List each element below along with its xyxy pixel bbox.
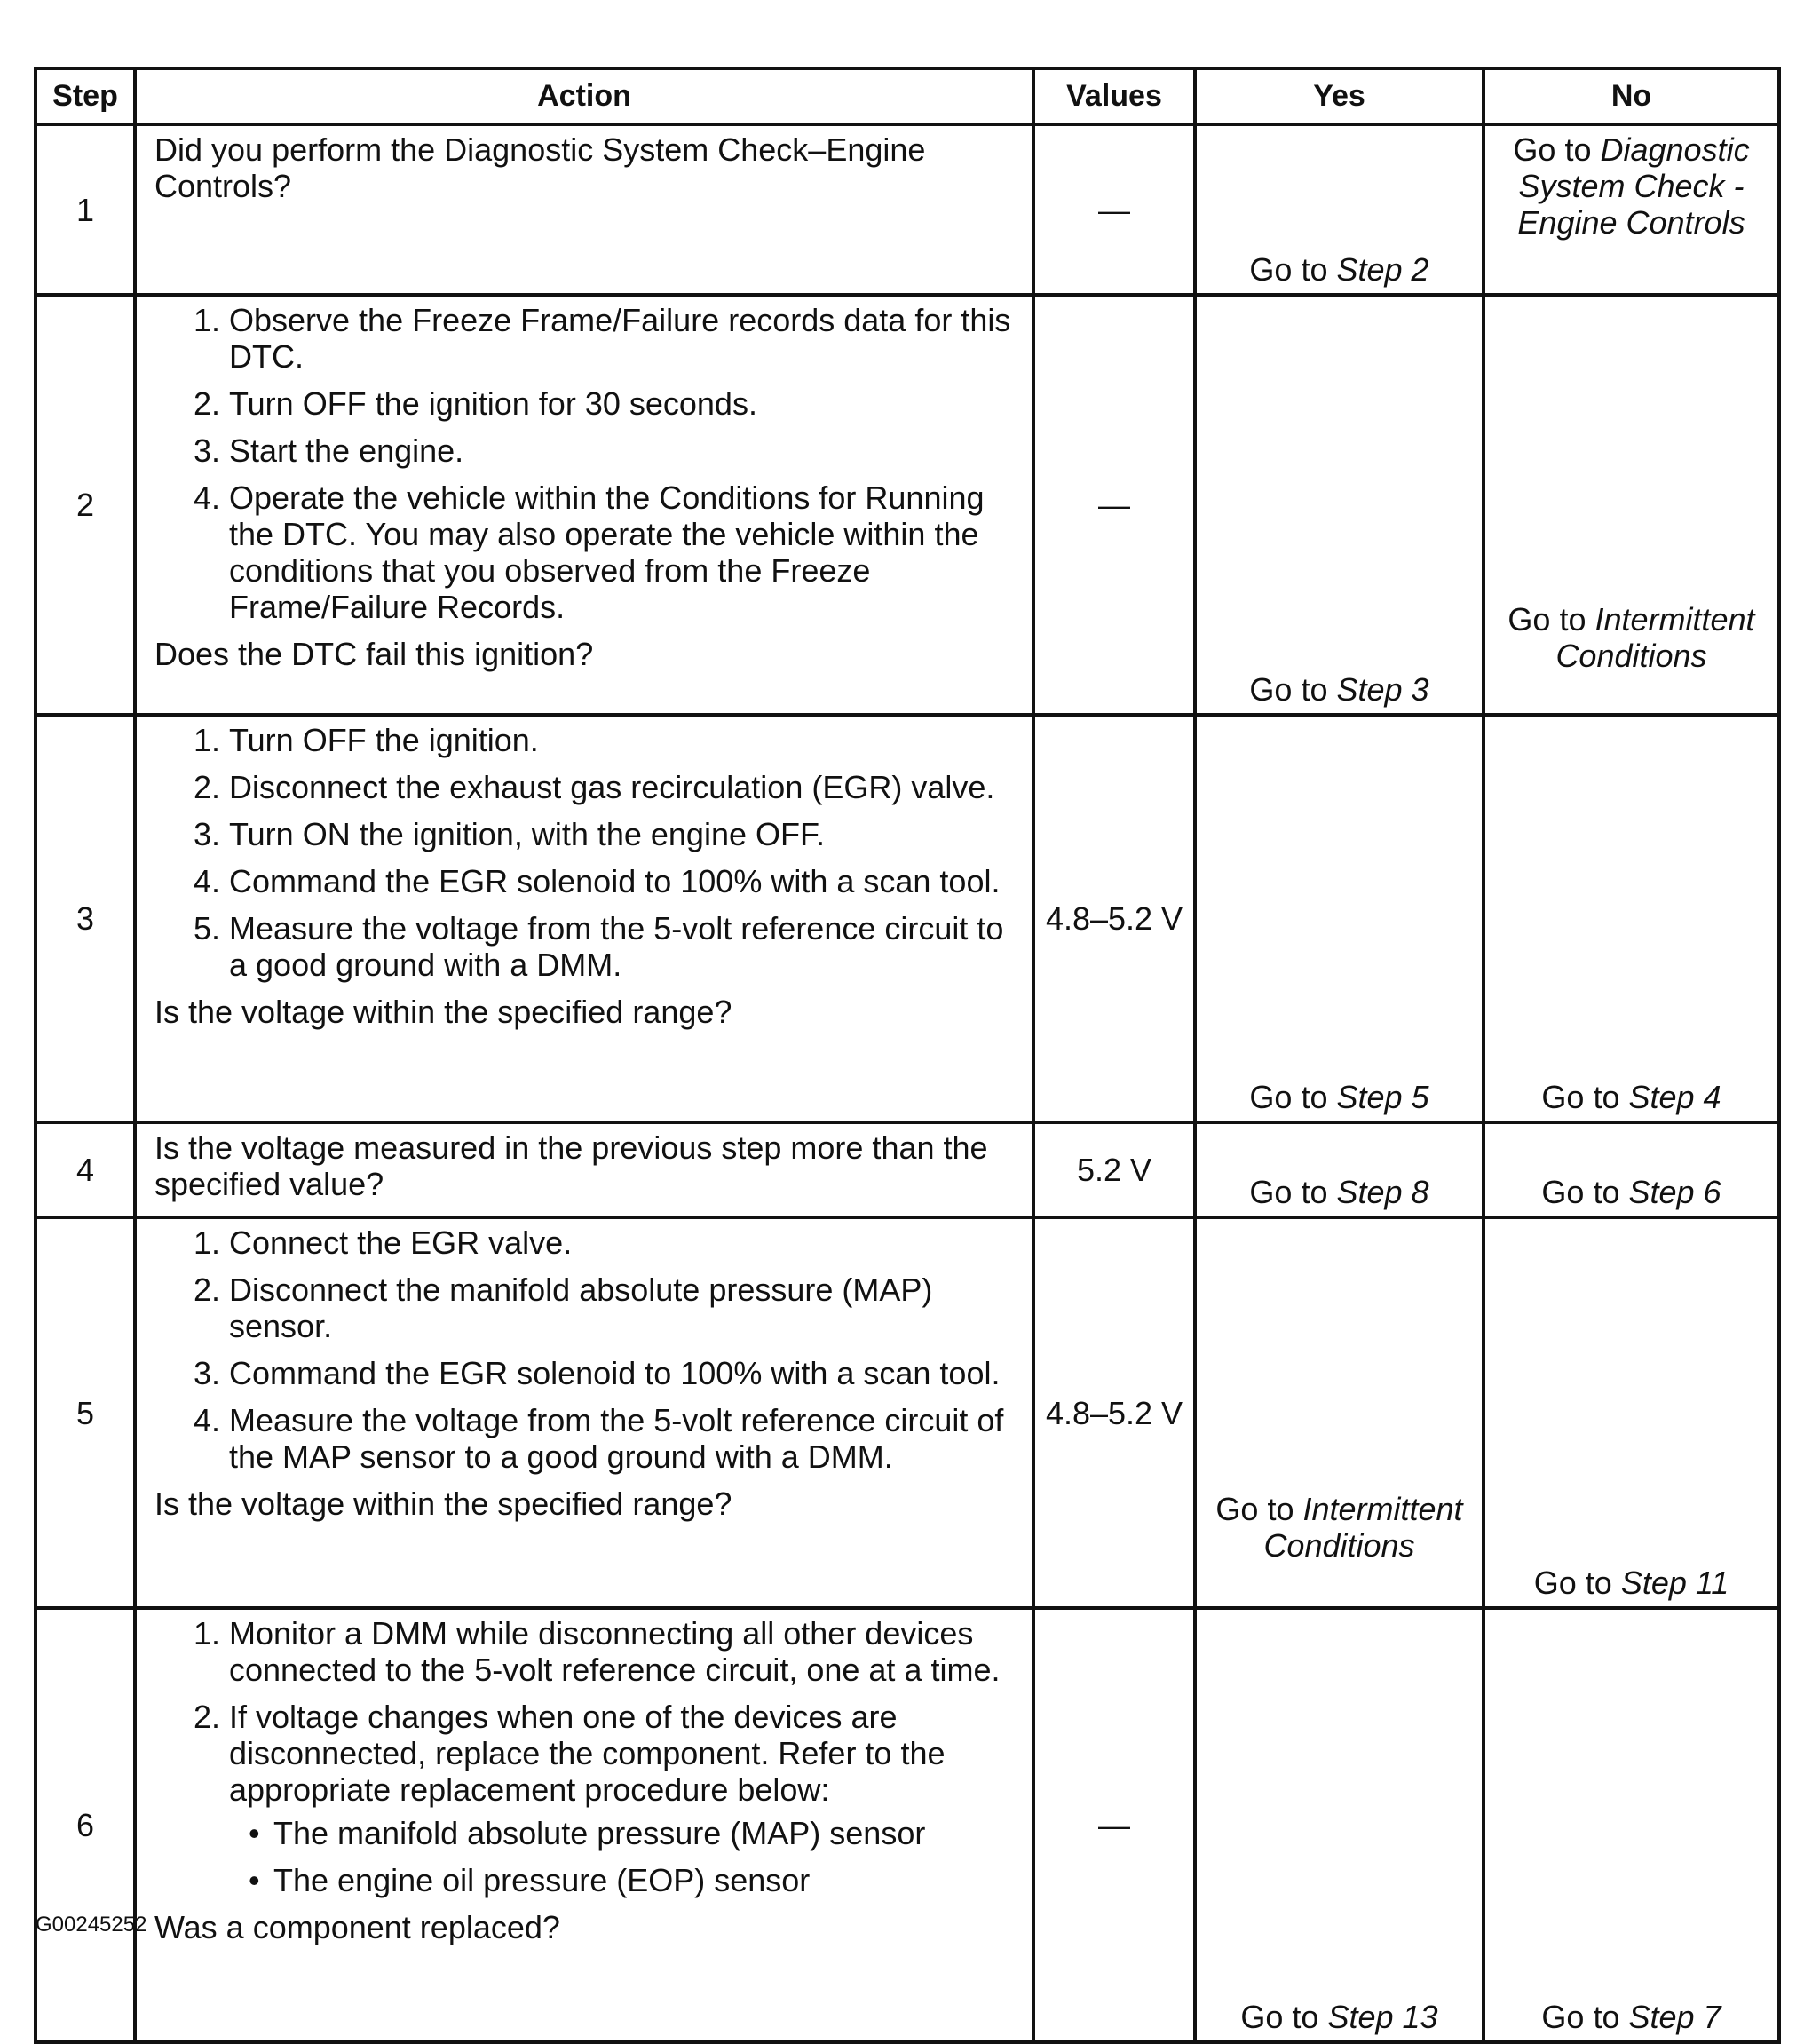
values-cell: — (1033, 1608, 1195, 2042)
action-step-item: 2. Turn OFF the ignition for 30 seconds. (229, 385, 1016, 422)
header-no: No (1484, 68, 1779, 124)
step-link[interactable]: Step 8 (1336, 1174, 1429, 1210)
action-step-item: 2. Disconnect the manifold absolute pressure (MAP) sensor. (229, 1272, 1016, 1344)
action-question: Did you perform the Diagnostic System Check–Engine Controls? (154, 131, 926, 204)
step-link[interactable]: Step 11 (1620, 1565, 1729, 1601)
no-cell (1484, 124, 1779, 295)
header-action: Action (135, 68, 1033, 124)
bullet-icon: • (249, 1815, 260, 1851)
action-step-item: 3. Command the EGR solenoid to 100% with a scan tool. (229, 1355, 1016, 1391)
goto-prefix: Go to (1215, 1491, 1303, 1527)
action-step-item: 5. Measure the voltage from the 5-volt reference circuit to a good ground with a DMM. (229, 910, 1016, 983)
goto-prefix: Go to (1240, 1999, 1328, 2035)
step-link[interactable]: Step 3 (1336, 671, 1429, 708)
action-cell (135, 1608, 1033, 2042)
step-number: 1 (36, 124, 135, 295)
action-question: Is the voltage within the specified range? (154, 1485, 732, 1522)
procedure-link[interactable]: Intermittent Conditions (1263, 1491, 1463, 1564)
header-yes: Yes (1195, 68, 1484, 124)
goto-prefix: Go to (1249, 251, 1337, 288)
step-number: 4 (36, 1122, 135, 1217)
table-row (36, 124, 1779, 295)
table-row (36, 1122, 1779, 1217)
header-step: Step (36, 68, 135, 124)
action-steps (154, 722, 1016, 983)
values-cell: 4.8–5.2 V (1033, 715, 1195, 1122)
no-cell (1484, 1608, 1779, 2042)
yes-cell (1195, 1122, 1484, 1217)
bullet-icon: • (249, 1862, 260, 1898)
step-link[interactable]: Step 13 (1327, 1999, 1438, 2035)
action-step-item: 4. Measure the voltage from the 5-volt reference circuit of the MAP sensor to a good ground with a DMM. (229, 1402, 1016, 1475)
header-row (36, 68, 1779, 124)
action-step-item: 3. Turn ON the ignition, with the engine OFF. (229, 816, 1016, 852)
goto-prefix: Go to (1533, 1565, 1621, 1601)
no-cell (1484, 1217, 1779, 1608)
component-list (229, 1815, 1016, 1898)
values-cell: — (1033, 295, 1195, 715)
action-step-item (229, 1699, 1016, 1898)
action-step-text: If voltage changes when one of the devices are disconnected, replace the component. Refer to the appropriate replacement procedure below: (229, 1699, 946, 1808)
action-question: Does the DTC fail this ignition? (154, 636, 594, 672)
step-link[interactable]: Step 4 (1628, 1079, 1721, 1115)
no-cell (1484, 715, 1779, 1122)
no-cell (1484, 295, 1779, 715)
figure-id: G00245252 (36, 1913, 147, 1937)
table-row (36, 1608, 1779, 2042)
action-question: Was a component replaced? (154, 1909, 560, 1945)
table-row (36, 295, 1779, 715)
values-cell: — (1033, 124, 1195, 295)
action-cell (135, 1217, 1033, 1608)
goto-prefix: Go to (1541, 1999, 1629, 2035)
values-cell: 5.2 V (1033, 1122, 1195, 1217)
action-step-item: 4. Operate the vehicle within the Conditions for Running the DTC. You may also operate the vehicle within the conditions that you observed from the Freeze Frame/Failure Records. (229, 479, 1016, 625)
yes-cell (1195, 124, 1484, 295)
procedure-link[interactable]: Intermittent Conditions (1555, 601, 1755, 674)
action-step-item: 3. Start the engine. (229, 432, 1016, 469)
procedure-link[interactable]: Diagnostic System Check - Engine Controls (1517, 131, 1750, 241)
component-item (249, 1862, 1016, 1898)
yes-cell (1195, 1217, 1484, 1608)
step-number: 5 (36, 1217, 135, 1608)
goto-prefix: Go to (1541, 1079, 1629, 1115)
header-values: Values (1033, 68, 1195, 124)
step-link[interactable]: Step 5 (1336, 1079, 1429, 1115)
goto-prefix: Go to (1541, 1174, 1629, 1210)
action-step-item: 1. Turn OFF the ignition. (229, 722, 1016, 758)
action-steps (154, 1615, 1016, 1898)
diagnostic-table (34, 67, 1781, 2044)
step-number: 3 (36, 715, 135, 1122)
step-link[interactable]: Step 2 (1336, 251, 1429, 288)
step-link[interactable]: Step 6 (1628, 1174, 1721, 1210)
component-text: The engine oil pressure (EOP) sensor (273, 1862, 811, 1898)
action-cell (135, 295, 1033, 715)
step-number: 6 (36, 1608, 135, 2042)
step-link[interactable]: Step 7 (1628, 1999, 1721, 2035)
action-cell (135, 1122, 1033, 1217)
action-step-item: 1. Connect the EGR valve. (229, 1224, 1016, 1261)
action-question: Is the voltage measured in the previous step more than the specified value? (154, 1129, 988, 1202)
table-row (36, 1217, 1779, 1608)
action-question: Is the voltage within the specified range? (154, 994, 732, 1030)
goto-prefix: Go to (1513, 131, 1601, 168)
goto-prefix: Go to (1249, 671, 1337, 708)
goto-prefix: Go to (1249, 1174, 1337, 1210)
action-step-item: 4. Command the EGR solenoid to 100% with a scan tool. (229, 863, 1016, 899)
action-steps (154, 302, 1016, 625)
action-step-item: 1. Observe the Freeze Frame/Failure records data for this DTC. (229, 302, 1016, 375)
no-cell (1484, 1122, 1779, 1217)
goto-prefix: Go to (1249, 1079, 1337, 1115)
action-step-item: 2. Disconnect the exhaust gas recirculation (EGR) valve. (229, 769, 1016, 805)
step-number: 2 (36, 295, 135, 715)
action-cell (135, 715, 1033, 1122)
yes-cell (1195, 715, 1484, 1122)
goto-prefix: Go to (1507, 601, 1595, 638)
action-step-item: 1. Monitor a DMM while disconnecting all other devices connected to the 5-volt reference circuit, one at a time. (229, 1615, 1016, 1688)
component-text: The manifold absolute pressure (MAP) sensor (273, 1815, 926, 1851)
values-cell: 4.8–5.2 V (1033, 1217, 1195, 1608)
table-row (36, 715, 1779, 1122)
action-steps (154, 1224, 1016, 1475)
component-item (249, 1815, 1016, 1851)
action-cell (135, 124, 1033, 295)
yes-cell (1195, 1608, 1484, 2042)
yes-cell (1195, 295, 1484, 715)
